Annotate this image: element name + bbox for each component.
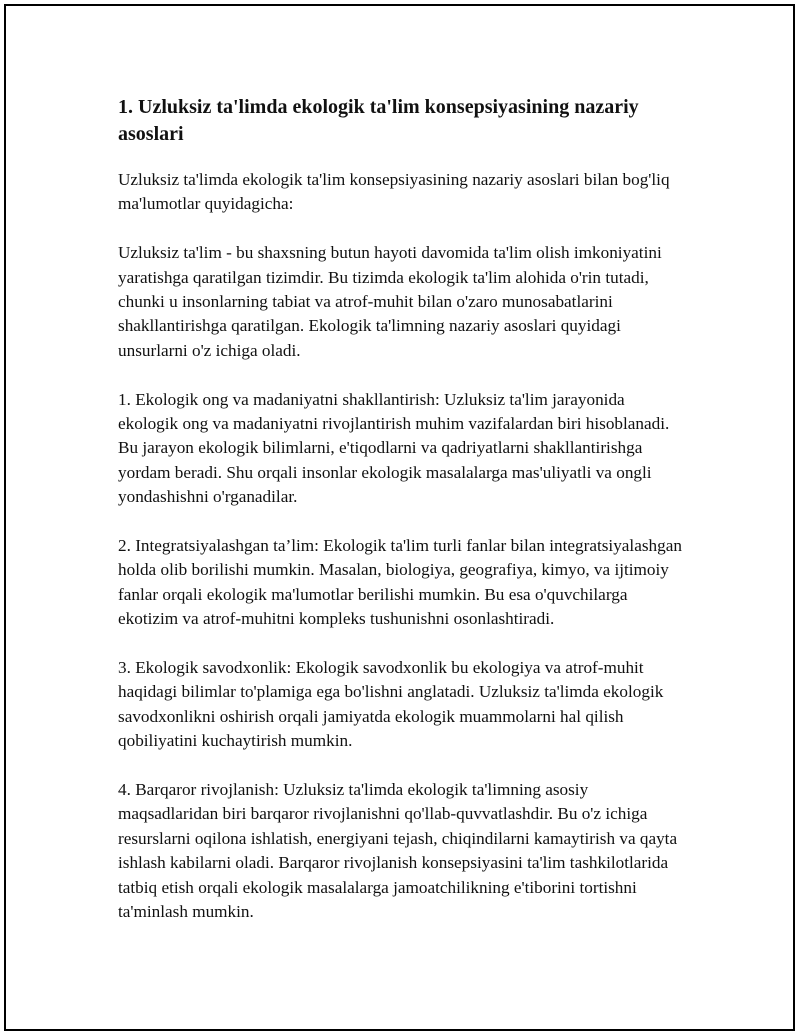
definition-paragraph: Uzluksiz ta'lim - bu shaxsning butun hayoti davomida ta'lim olish imkoniyatini yaratishga qaratilgan tizimdir. Bu tizimda ekologik ta'lim alohida o'rin tutadi, chunki u insonlarning tabiat va atrof-muhit bilan o'zaro munosabatlarini shakllantirishga qaratilgan. Ekologik ta'limning nazariy asoslari quyidagi unsurlarni o'z ichiga oladi.	[118, 243, 662, 360]
point-4-paragraph: 4. Barqaror rivojlanish: Uzluksiz ta'limda ekologik ta'limning asosiy maqsadlaridan biri barqaror rivojlanishni qo'llab-quvvatlashdir. Bu o'z ichiga resurslarni oqilona ishlatish, energiyani tejash, chiqindilarni kamaytirish va qayta ishlash kabilarni oladi. Barqaror rivojlanish konsepsiyasini ta'lim tashkilotlarida tatbiq etish orqali ekologik masalalarga jamoatchilikning e'tiborini tortishni ta'minlash mumkin.	[118, 780, 678, 922]
point-1-paragraph: 1. Ekologik ong va madaniyatni shakllantirish: Uzluksiz ta'lim jarayonida ekologik ong va madaniyatni rivojlantirish muhim vazifalardan biri hisoblanadi. Bu jarayon ekologik bilimlarni, e'tiqodlarni va qadriyatlarni shakllantirishga yordam beradi. Shu orqali insonlar ekologik masalalarga mas'uliyatli va ongli yondashishni o'rganadilar.	[118, 389, 670, 507]
point-2-paragraph: 2. Integratsiyalashgan ta’lim: Ekologik ta'lim turli fanlar bilan integratsiyalashgan holda olib borilishi mumkin. Masalan, biologiya, geografiya, kimyo, va ijtimoiy fanlar orqali ekologik ma'lumotlar berilishi mumkin. Bu esa o'quvchilarga ekotizim va atrof-muhitni kompleks tushunishni osonlashtiradi.	[118, 536, 682, 629]
intro-paragraph: Uzluksiz ta'limda ekologik ta'lim konsepsiyasining nazariy asoslari bilan bog'liq ma'lumotlar quyidagicha:	[118, 170, 670, 214]
document-title: 1. Uzluksiz ta'limda ekologik ta'lim konsepsiyasining nazariy asoslari	[118, 96, 639, 145]
point-3-paragraph: 3. Ekologik savodxonlik: Ekologik savodxonlik bu ekologiya va atrof-muhit haqidagi bilimlar to'plamiga ega bo'lishni anglatadi. Uzluksiz ta'limda ekologik savodxonlikni oshirish orqali jamiyatda ekologik muammolarni hal qilish qobiliyatini kuchaytirish mumkin.	[118, 658, 664, 751]
document-body	[118, 94, 688, 949]
